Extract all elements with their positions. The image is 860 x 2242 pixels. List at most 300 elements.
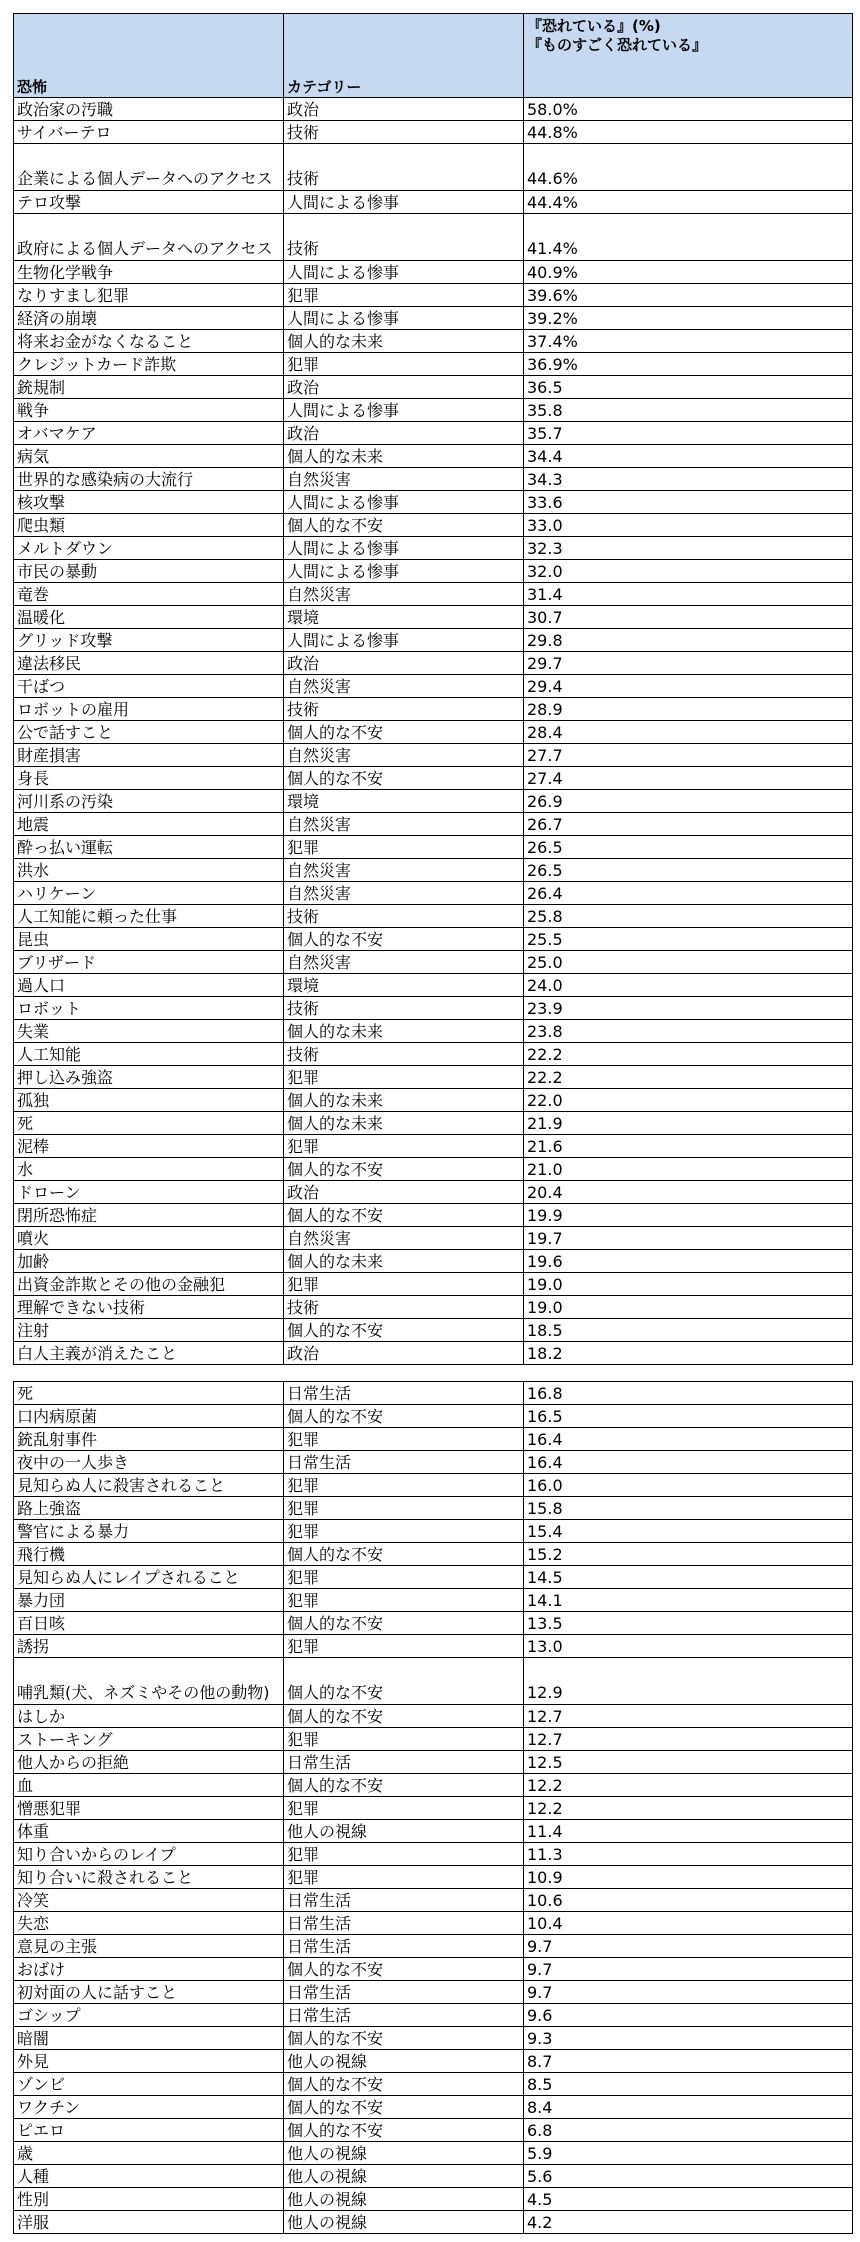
cell-fear: はしか (14, 1705, 284, 1728)
table-row (14, 1043, 853, 1066)
table-row (14, 1935, 853, 1958)
cell-fear: ゴシップ (14, 2004, 284, 2027)
cell-fear: 出資金詐欺とその他の金融犯 (14, 1273, 284, 1296)
cell-fear: 洋服 (14, 2211, 284, 2234)
cell-value: 58.0% (524, 98, 853, 121)
cell-value: 19.9 (524, 1204, 853, 1227)
cell-value: 40.9% (524, 261, 853, 284)
table-row (14, 1751, 853, 1774)
cell-fear: ハリケーン (14, 882, 284, 905)
cell-fear: 暴力団 (14, 1589, 284, 1612)
cell-category: 自然災害 (284, 744, 524, 767)
cell-category: 自然災害 (284, 468, 524, 491)
cell-value: 18.2 (524, 1342, 853, 1365)
cell-value: 20.4 (524, 1181, 853, 1204)
cell-value: 33.0 (524, 514, 853, 537)
table-row (14, 307, 853, 330)
cell-value: 29.4 (524, 675, 853, 698)
cell-category: 人間による惨事 (284, 560, 524, 583)
cell-category: 政治 (284, 376, 524, 399)
cell-category: 犯罪 (284, 1474, 524, 1497)
cell-category: 人間による惨事 (284, 537, 524, 560)
cell-fear: 外見 (14, 2050, 284, 2073)
cell-fear: 公で話すこと (14, 721, 284, 744)
cell-fear: 水 (14, 1158, 284, 1181)
cell-value: 13.0 (524, 1635, 853, 1658)
cell-value: 16.8 (524, 1382, 853, 1405)
table-row (14, 1866, 853, 1889)
cell-value: 22.2 (524, 1043, 853, 1066)
table-row (14, 629, 853, 652)
cell-value: 12.7 (524, 1705, 853, 1728)
cell-value: 22.2 (524, 1066, 853, 1089)
cell-fear: 病気 (14, 445, 284, 468)
cell-category: 他人の視線 (284, 2050, 524, 2073)
table-row (14, 2142, 853, 2165)
table-row (14, 191, 853, 214)
table-row (14, 1158, 853, 1181)
table-row (14, 836, 853, 859)
cell-category: 人間による惨事 (284, 399, 524, 422)
cell-value: 28.9 (524, 698, 853, 721)
cell-fear: 注射 (14, 1319, 284, 1342)
cell-fear: テロ攻撃 (14, 191, 284, 214)
table-row (14, 1089, 853, 1112)
cell-value: 35.7 (524, 422, 853, 445)
cell-fear: 体重 (14, 1820, 284, 1843)
cell-category: 犯罪 (284, 353, 524, 376)
cell-fear: 初対面の人に話すこと (14, 1981, 284, 2004)
cell-fear: 失恋 (14, 1912, 284, 1935)
cell-category: 犯罪 (284, 1273, 524, 1296)
cell-fear: 性別 (14, 2188, 284, 2211)
cell-category: 自然災害 (284, 583, 524, 606)
cell-value: 15.4 (524, 1520, 853, 1543)
cell-category: 個人的な未来 (284, 330, 524, 353)
cell-fear: 血 (14, 1774, 284, 1797)
table-row (14, 721, 853, 744)
cell-fear: 百日咳 (14, 1612, 284, 1635)
header-category: カテゴリー (284, 14, 524, 98)
cell-category: 日常生活 (284, 1751, 524, 1774)
cell-category: 犯罪 (284, 1589, 524, 1612)
header-value-line1: 『恐れている』(%) (527, 17, 661, 35)
table-row (14, 284, 853, 307)
header-value (524, 14, 853, 98)
cell-category: 技術 (284, 997, 524, 1020)
cell-fear: ドローン (14, 1181, 284, 1204)
cell-fear: 昆虫 (14, 928, 284, 951)
cell-value: 19.7 (524, 1227, 853, 1250)
cell-value: 26.7 (524, 813, 853, 836)
cell-fear: 身長 (14, 767, 284, 790)
cell-value: 36.5 (524, 376, 853, 399)
fear-survey-table (13, 13, 853, 2234)
cell-fear: 核攻撃 (14, 491, 284, 514)
cell-fear: 歳 (14, 2142, 284, 2165)
table-row (14, 1382, 853, 1405)
cell-fear: メルトダウン (14, 537, 284, 560)
cell-category: 個人的な未来 (284, 1250, 524, 1273)
cell-category: 日常生活 (284, 1935, 524, 1958)
cell-value: 12.5 (524, 1751, 853, 1774)
table-row (14, 2211, 853, 2234)
cell-value: 8.5 (524, 2073, 853, 2096)
cell-value: 26.5 (524, 859, 853, 882)
table-row (14, 2050, 853, 2073)
table-row (14, 1319, 853, 1342)
cell-fear: 口内病原菌 (14, 1405, 284, 1428)
table-row (14, 144, 853, 191)
cell-category: 人間による惨事 (284, 191, 524, 214)
cell-fear: クレジットカード詐欺 (14, 353, 284, 376)
table-row (14, 399, 853, 422)
cell-category: 自然災害 (284, 951, 524, 974)
cell-category: 犯罪 (284, 284, 524, 307)
cell-fear: 違法移民 (14, 652, 284, 675)
table-row (14, 928, 853, 951)
table-row (14, 1428, 853, 1451)
cell-value: 19.0 (524, 1273, 853, 1296)
cell-category: 個人的な不安 (284, 928, 524, 951)
table-row (14, 813, 853, 836)
cell-value: 24.0 (524, 974, 853, 997)
cell-fear: 理解できない技術 (14, 1296, 284, 1319)
cell-fear: 干ばつ (14, 675, 284, 698)
cell-value: 6.8 (524, 2119, 853, 2142)
cell-category: 人間による惨事 (284, 261, 524, 284)
cell-category: 技術 (284, 1296, 524, 1319)
table-row (14, 2188, 853, 2211)
cell-value: 37.4% (524, 330, 853, 353)
cell-fear: 意見の主張 (14, 1935, 284, 1958)
cell-value: 26.5 (524, 836, 853, 859)
table-row (14, 537, 853, 560)
table-row (14, 1589, 853, 1612)
cell-category: 個人的な不安 (284, 514, 524, 537)
cell-category: 犯罪 (284, 1635, 524, 1658)
cell-fear: 見知らぬ人にレイプされること (14, 1566, 284, 1589)
table-row (14, 606, 853, 629)
cell-category: 政治 (284, 1181, 524, 1204)
cell-category: 個人的な未来 (284, 1089, 524, 1112)
cell-category: 個人的な不安 (284, 1774, 524, 1797)
cell-fear: 経済の崩壊 (14, 307, 284, 330)
cell-fear: 泥棒 (14, 1135, 284, 1158)
table-row (14, 1451, 853, 1474)
cell-fear: 知り合いに殺されること (14, 1866, 284, 1889)
cell-category: 人間による惨事 (284, 491, 524, 514)
cell-category: 技術 (284, 144, 524, 191)
cell-fear: 暗闇 (14, 2027, 284, 2050)
cell-value: 25.8 (524, 905, 853, 928)
table-row (14, 1497, 853, 1520)
table-row (14, 1566, 853, 1589)
cell-category: 個人的な不安 (284, 2119, 524, 2142)
table-row (14, 1705, 853, 1728)
table-row (14, 1227, 853, 1250)
cell-category: 犯罪 (284, 1728, 524, 1751)
cell-fear: 見知らぬ人に殺害されること (14, 1474, 284, 1497)
cell-category: 犯罪 (284, 1866, 524, 1889)
cell-fear: オバマケア (14, 422, 284, 445)
table-row (14, 445, 853, 468)
cell-category: 犯罪 (284, 1566, 524, 1589)
cell-value: 27.7 (524, 744, 853, 767)
table-row (14, 1774, 853, 1797)
cell-value: 44.4% (524, 191, 853, 214)
cell-category: 自然災害 (284, 675, 524, 698)
cell-value: 9.3 (524, 2027, 853, 2050)
cell-category: 個人的な不安 (284, 1158, 524, 1181)
cell-fear: 生物化学戦争 (14, 261, 284, 284)
cell-value: 26.9 (524, 790, 853, 813)
cell-fear: 人工知能に頼った仕事 (14, 905, 284, 928)
cell-value: 29.8 (524, 629, 853, 652)
cell-value: 28.4 (524, 721, 853, 744)
table-row (14, 468, 853, 491)
table-row (14, 2073, 853, 2096)
cell-value: 23.8 (524, 1020, 853, 1043)
cell-fear: 世界的な感染病の大流行 (14, 468, 284, 491)
cell-category: 他人の視線 (284, 1820, 524, 1843)
cell-fear: 温暖化 (14, 606, 284, 629)
cell-fear: 路上強盗 (14, 1497, 284, 1520)
table-row (14, 1020, 853, 1043)
table-row (14, 560, 853, 583)
cell-value: 39.2% (524, 307, 853, 330)
table-row (14, 353, 853, 376)
cell-fear: 知り合いからのレイプ (14, 1843, 284, 1866)
cell-value: 39.6% (524, 284, 853, 307)
cell-value: 12.2 (524, 1797, 853, 1820)
table-row (14, 1912, 853, 1935)
cell-fear: 失業 (14, 1020, 284, 1043)
cell-category: 日常生活 (284, 1981, 524, 2004)
cell-value: 8.4 (524, 2096, 853, 2119)
cell-value: 9.7 (524, 1958, 853, 1981)
cell-category: 日常生活 (284, 2004, 524, 2027)
cell-value: 10.6 (524, 1889, 853, 1912)
table-row (14, 2165, 853, 2188)
cell-fear: サイバーテロ (14, 121, 284, 144)
cell-value: 16.4 (524, 1428, 853, 1451)
cell-value: 26.4 (524, 882, 853, 905)
cell-value: 19.0 (524, 1296, 853, 1319)
section-separator (14, 1365, 853, 1382)
cell-fear: ロボット (14, 997, 284, 1020)
cell-fear: 死 (14, 1382, 284, 1405)
cell-category: 個人的な不安 (284, 1543, 524, 1566)
table-row (14, 997, 853, 1020)
cell-value: 27.4 (524, 767, 853, 790)
cell-value: 30.7 (524, 606, 853, 629)
cell-value: 14.1 (524, 1589, 853, 1612)
cell-category: 自然災害 (284, 882, 524, 905)
cell-value: 16.5 (524, 1405, 853, 1428)
table-row (14, 1135, 853, 1158)
cell-category: 自然災害 (284, 859, 524, 882)
cell-category: 自然災害 (284, 1227, 524, 1250)
table-row (14, 1474, 853, 1497)
cell-category: 犯罪 (284, 1843, 524, 1866)
cell-category: 政治 (284, 422, 524, 445)
table-row (14, 1728, 853, 1751)
cell-category: 他人の視線 (284, 2165, 524, 2188)
table-row (14, 974, 853, 997)
table-row (14, 1405, 853, 1428)
cell-category: 個人的な不安 (284, 2073, 524, 2096)
table-row (14, 1889, 853, 1912)
cell-category: 犯罪 (284, 1497, 524, 1520)
cell-fear: ゾンビ (14, 2073, 284, 2096)
cell-value: 10.4 (524, 1912, 853, 1935)
table-row (14, 1797, 853, 1820)
cell-fear: 憎悪犯罪 (14, 1797, 284, 1820)
cell-category: 技術 (284, 1043, 524, 1066)
cell-fear: グリッド攻撃 (14, 629, 284, 652)
cell-fear: ピエロ (14, 2119, 284, 2142)
cell-value: 36.9% (524, 353, 853, 376)
cell-fear: 誘拐 (14, 1635, 284, 1658)
table-row (14, 744, 853, 767)
cell-value: 16.4 (524, 1451, 853, 1474)
cell-category: 個人的な不安 (284, 1612, 524, 1635)
cell-category: 技術 (284, 214, 524, 261)
cell-fear: 企業による個人データへのアクセス (14, 144, 284, 191)
cell-fear: ブリザード (14, 951, 284, 974)
table-row (14, 1204, 853, 1227)
cell-value: 5.6 (524, 2165, 853, 2188)
cell-category: 個人的な不安 (284, 2096, 524, 2119)
cell-value: 41.4% (524, 214, 853, 261)
cell-category: 個人的な未来 (284, 1112, 524, 1135)
table-row (14, 98, 853, 121)
cell-fear: 将来お金がなくなること (14, 330, 284, 353)
cell-fear: 人工知能 (14, 1043, 284, 1066)
cell-fear: 加齢 (14, 1250, 284, 1273)
table-row (14, 583, 853, 606)
table-row (14, 1181, 853, 1204)
cell-category: 個人的な不安 (284, 1958, 524, 1981)
cell-value: 9.6 (524, 2004, 853, 2027)
cell-category: 個人的な不安 (284, 767, 524, 790)
cell-value: 31.4 (524, 583, 853, 606)
table-row (14, 1296, 853, 1319)
cell-category: 日常生活 (284, 1912, 524, 1935)
table-row (14, 859, 853, 882)
separator-cell (14, 1365, 853, 1382)
table-row (14, 261, 853, 284)
cell-category: 日常生活 (284, 1451, 524, 1474)
table-row (14, 1981, 853, 2004)
table-row (14, 767, 853, 790)
cell-value: 44.8% (524, 121, 853, 144)
cell-category: 個人的な不安 (284, 1705, 524, 1728)
cell-value: 21.6 (524, 1135, 853, 1158)
cell-category: 政治 (284, 652, 524, 675)
cell-fear: 孤独 (14, 1089, 284, 1112)
header-row (14, 14, 853, 98)
cell-fear: 噴火 (14, 1227, 284, 1250)
cell-value: 9.7 (524, 1935, 853, 1958)
table-row (14, 2004, 853, 2027)
cell-value: 15.8 (524, 1497, 853, 1520)
cell-fear: 市民の暴動 (14, 560, 284, 583)
cell-category: 犯罪 (284, 1066, 524, 1089)
cell-fear: 戦争 (14, 399, 284, 422)
cell-value: 44.6% (524, 144, 853, 191)
table-row (14, 1273, 853, 1296)
table-row (14, 422, 853, 445)
cell-fear: おばけ (14, 1958, 284, 1981)
table-row (14, 1342, 853, 1365)
cell-fear: ワクチン (14, 2096, 284, 2119)
cell-value: 12.9 (524, 1658, 853, 1705)
cell-category: 他人の視線 (284, 2142, 524, 2165)
cell-category: 技術 (284, 121, 524, 144)
cell-value: 10.9 (524, 1866, 853, 1889)
table-row (14, 698, 853, 721)
cell-fear: 地震 (14, 813, 284, 836)
cell-category: 個人的な未来 (284, 445, 524, 468)
cell-fear: 洪水 (14, 859, 284, 882)
cell-category: 個人的な不安 (284, 721, 524, 744)
cell-fear: 銃規制 (14, 376, 284, 399)
cell-category: 政治 (284, 98, 524, 121)
table-row (14, 1250, 853, 1273)
cell-category: 個人的な不安 (284, 1658, 524, 1705)
table-row (14, 1612, 853, 1635)
cell-category: 環境 (284, 974, 524, 997)
cell-fear: ストーキング (14, 1728, 284, 1751)
cell-category: 環境 (284, 790, 524, 813)
cell-category: 政治 (284, 1342, 524, 1365)
cell-category: 技術 (284, 905, 524, 928)
cell-category: 技術 (284, 698, 524, 721)
cell-category: 犯罪 (284, 1135, 524, 1158)
table-row (14, 905, 853, 928)
cell-value: 12.2 (524, 1774, 853, 1797)
cell-value: 34.4 (524, 445, 853, 468)
cell-fear: 冷笑 (14, 1889, 284, 1912)
cell-category: 他人の視線 (284, 2211, 524, 2234)
table-row (14, 376, 853, 399)
cell-category: 自然災害 (284, 813, 524, 836)
cell-category: 日常生活 (284, 1382, 524, 1405)
cell-fear: 死 (14, 1112, 284, 1135)
cell-category: 他人の視線 (284, 2188, 524, 2211)
table-row (14, 491, 853, 514)
cell-value: 8.7 (524, 2050, 853, 2073)
table-row (14, 330, 853, 353)
cell-fear: 酔っ払い運転 (14, 836, 284, 859)
cell-value: 14.5 (524, 1566, 853, 1589)
cell-value: 32.0 (524, 560, 853, 583)
cell-fear: 押し込み強盗 (14, 1066, 284, 1089)
table-row (14, 1112, 853, 1135)
cell-category: 犯罪 (284, 1797, 524, 1820)
table-body (14, 98, 853, 2234)
cell-fear: 他人からの拒絶 (14, 1751, 284, 1774)
table-header (14, 14, 853, 98)
table-row (14, 2096, 853, 2119)
cell-value: 11.3 (524, 1843, 853, 1866)
table-row (14, 1635, 853, 1658)
cell-value: 21.0 (524, 1158, 853, 1181)
cell-value: 29.7 (524, 652, 853, 675)
cell-fear: 夜中の一人歩き (14, 1451, 284, 1474)
